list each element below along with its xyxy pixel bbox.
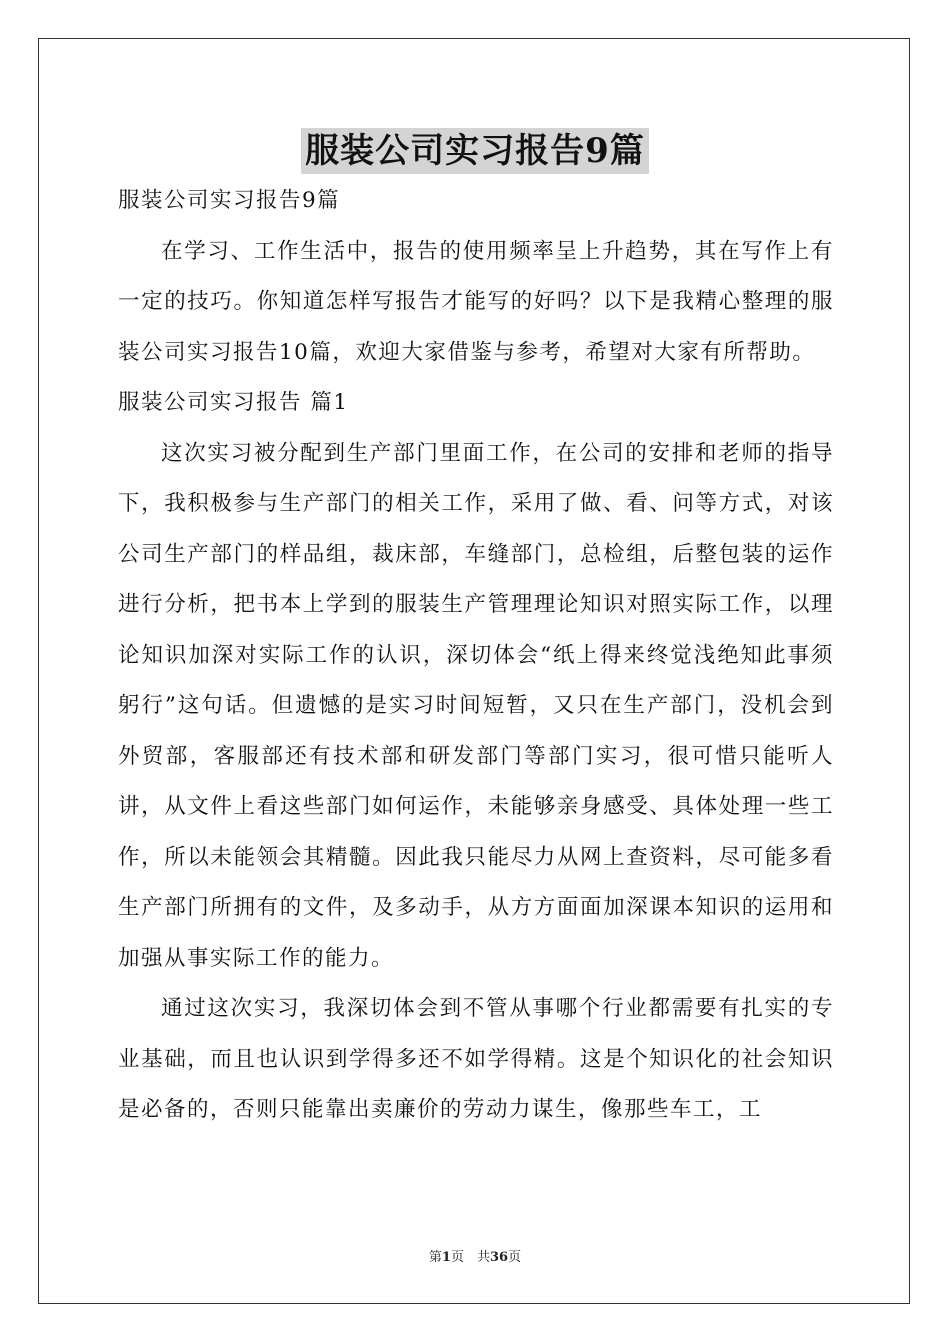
- paragraph: 服装公司实习报告9篇: [118, 188, 341, 213]
- document-body: [118, 176, 834, 1136]
- footer-suffix: 页: [508, 1250, 522, 1265]
- document-title: 服装公司实习报告9篇: [301, 128, 649, 174]
- section-heading: 服装公司实习报告 篇1: [118, 390, 349, 415]
- page-footer: [0, 1246, 950, 1265]
- title-container: [0, 128, 950, 174]
- paragraph: 在学习、工作生活中，报告的使用频率呈上升趋势，其在写作上有一定的技巧。你知道怎样写报告才能写的好吗？以下是我精心整理的服装公司实习报告10篇，欢迎大家借鉴与参考，希望对大家有所帮助。: [118, 238, 834, 365]
- footer-prefix: 第: [428, 1250, 442, 1265]
- footer-mid: 页 共: [450, 1250, 490, 1265]
- total-page-number: 36: [489, 1250, 509, 1265]
- paragraph: 这次实习被分配到生产部门里面工作，在公司的安排和老师的指导下，我积极参与生产部门的相关工作，采用了做、看、问等方式，对该公司生产部门的样品组，裁床部，车缝部门，总检组，后整包装的运作进行分析，把书本上学到的服装生产管理理论知识对照实际工作，以理论知识加深对实际工作的认识，深切体会“纸上得来终觉浅绝知此事须躬行”这句话。但遗憾的是实习时间短暂，又只在生产部门，没机会到外贸部，客服部还有技术部和研发部门等部门实习，很可惜只能听人讲，从文件上看这些部门如何运作，未能够亲身感受、具体处理一些工作，所以未能领会其精髓。因此我只能尽力从网上查资料，尽可能多看生产部门所拥有的文件，及多动手，从方方面面加深课本知识的运用和加强从事实际工作的能力。: [118, 440, 834, 971]
- current-page-number: 1: [441, 1250, 451, 1265]
- paragraph: 通过这次实习，我深切体会到不管从事哪个行业都需要有扎实的专业基础，而且也认识到学得多还不如学得精。这是个知识化的社会知识是必备的，否则只能靠出卖廉价的劳动力谋生，像那些车工，工: [118, 996, 834, 1122]
